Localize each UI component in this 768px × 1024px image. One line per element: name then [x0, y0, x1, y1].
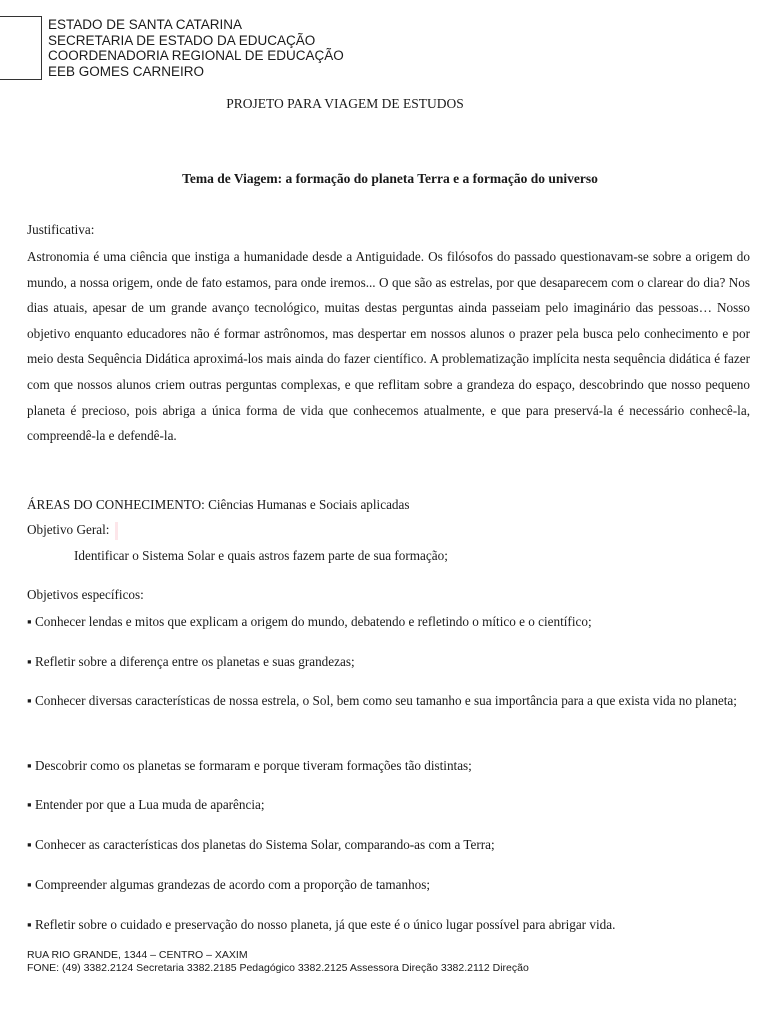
footer-phones: FONE: (49) 3382.2124 Secretaria 3382.2185 Pedagógico 3382.2125 Assessora Direção 3382.2112 Direção [27, 962, 529, 974]
specific-objective-item: ▪ Descobrir como os planetas se formaram e porque tiveram formações tão distintas; [27, 758, 472, 773]
trip-theme: Tema de Viagem: a formação do planeta Terra e a formação do universo [182, 171, 598, 186]
specific-objective-item: ▪ Conhecer lendas e mitos que explicam a origem do mundo, debatendo e refletindo o mítico e o científico; [27, 614, 592, 629]
logo-placeholder-box [0, 16, 42, 80]
justification-label: Justificativa: [27, 222, 95, 237]
general-objective-row [27, 522, 750, 540]
header-line-secretariat: SECRETARIA DE ESTADO DA EDUCAÇÃO [48, 32, 316, 48]
header-line-coordination: COORDENADORIA REGIONAL DE EDUCAÇÃO [48, 48, 344, 63]
header-line-state: ESTADO DE SANTA CATARINA [48, 17, 243, 32]
specific-objective-item: ▪ Refletir sobre o cuidado e preservação do nosso planeta, já que este é o único lugar possível para abrigar vida. [27, 917, 616, 932]
footer-address: RUA RIO GRANDE, 1344 – CENTRO – XAXIM [27, 949, 248, 961]
highlight-mark [115, 522, 118, 540]
specific-objective-item: ▪ Compreender algumas grandezas de acordo com a proporção de tamanhos; [27, 877, 431, 892]
justification-body: Astronomia é uma ciência que instiga a humanidade desde a Antiguidade. Os filósofos do passado questionavam-se sobre a origem do mundo, a nossa origem, onde de fato estamos, para onde iremos... O que são as estrelas, por que desaparecem com o clarear do dia? Nos dias atuais, apesar de um grande avanço tecnológico, muitas destas perguntas ainda passeiam pelo imaginário das pessoas… Nosso objetivo enquanto educadores não é formar astrônomos, mas despertar em nossos alunos o prazer pela busca pelo conhecimento e por meio desta Sequência Didática aproximá-los mais ainda do fazer científico. A problematização implícita nesta sequência didática é fazer com que nossos alunos criem outras perguntas complexas, e que reflitam sobre a grandeza do espaço, descobrindo que nosso pequeno planeta é precioso, pois abriga a única forma de vida que conhecemos atualmente, e que para preservá-la é necessário conhecê-la, compreendê-la e defendê-la. [27, 249, 750, 444]
specific-objective-item: ▪ Conhecer diversas características de nossa estrela, o Sol, bem como seu tamanho e sua importância para a que exista vida no planeta; [27, 693, 737, 708]
document-title: PROJETO PARA VIAGEM DE ESTUDOS [226, 96, 464, 111]
knowledge-areas: ÁREAS DO CONHECIMENTO: Ciências Humanas e Sociais aplicadas [27, 497, 410, 512]
specific-objective-item: ▪ Refletir sobre a diferença entre os planetas e suas grandezas; [27, 654, 355, 669]
page-footer [27, 949, 529, 975]
header-line-school: EEB GOMES CARNEIRO [48, 63, 205, 79]
institution-header [48, 17, 344, 79]
specific-objective-item: ▪ Conhecer as características dos planetas do Sistema Solar, comparando-as com a Terra; [27, 837, 495, 852]
general-objective-item: Identificar o Sistema Solar e quais astros fazem parte de sua formação; [74, 548, 448, 563]
specific-objectives-label: Objetivos específicos: [27, 587, 144, 602]
general-objective-label: Objetivo Geral: [27, 522, 110, 538]
specific-objective-item: ▪ Entender por que a Lua muda de aparência; [27, 797, 265, 812]
